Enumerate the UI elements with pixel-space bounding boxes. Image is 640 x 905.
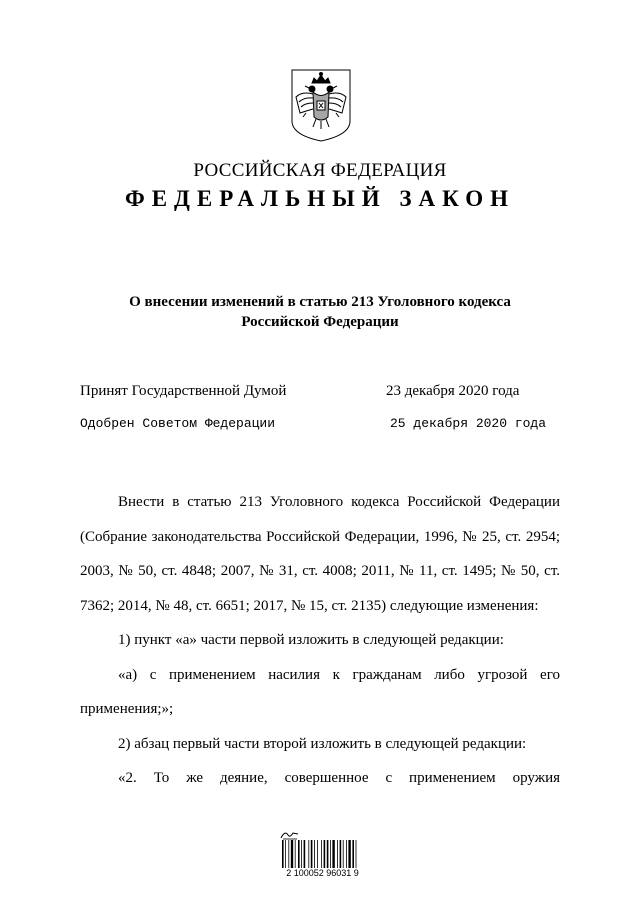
document-type: ФЕДЕРАЛЬНЫЙ ЗАКОН	[124, 186, 516, 211]
law-title-line-1: О внесении изменений в статью 213 Уголовного кодекса	[129, 294, 511, 310]
body-paragraph-2: 1) пункт «а» части первой изложить в следующей редакции:	[118, 632, 504, 648]
coat-of-arms-icon	[290, 69, 352, 142]
barcode-number: 2 100052 96031 9	[286, 868, 359, 878]
adoption-duma-date: 23 декабря 2020 года	[386, 383, 520, 399]
body-paragraph-5: «2. То же деяние, совершенное с применением оружия	[118, 770, 560, 786]
barcode-block	[280, 828, 365, 880]
law-title-line-2: Российской Федерации	[241, 314, 399, 330]
adoption-duma-label: Принят Государственной Думой	[80, 383, 287, 399]
law-body	[80, 485, 560, 795]
body-paragraph-4: 2) абзац первый части второй изложить в следующей редакции:	[118, 735, 527, 752]
adoption-council-label: Одобрен Советом Федерации	[80, 416, 276, 431]
adoption-council-date: 25 декабря 2020 года	[390, 416, 547, 431]
body-paragraph-3: «а) с применением насилия к гражданам либо угрозой его применения;»;	[80, 666, 560, 717]
barcode-icon	[280, 840, 365, 868]
handwritten-mark-icon	[280, 828, 300, 840]
country-name: РОССИЙСКАЯ ФЕДЕРАЦИЯ	[193, 160, 447, 181]
body-paragraph-1: Внести в статью 213 Уголовного кодекса Российской Федерации (Собрание законодательства Российской Федерации, 1996, № 25, ст. 2954; 2003, № 50, ст. 4848; 2007, № 31, ст. 4008; 2011, № 11, ст. 1495; № 50, ст. 7362; 2014, № 48, ст. 6651; 2017, № 15, ст. 2135) следующие изменения:	[80, 494, 560, 614]
law-title	[80, 292, 560, 332]
